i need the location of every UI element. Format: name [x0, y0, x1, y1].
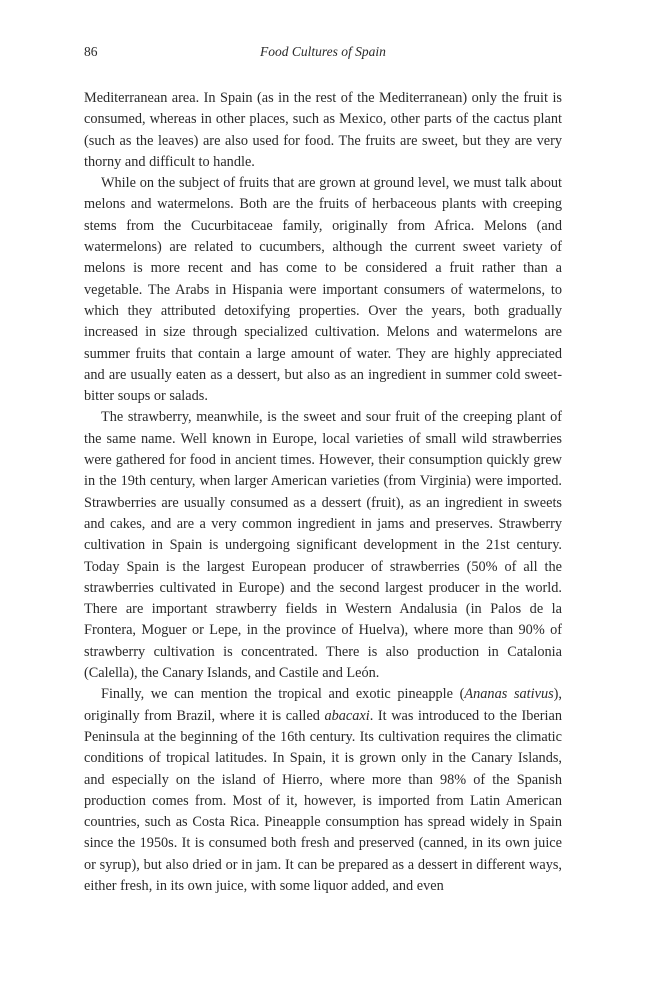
running-header — [84, 44, 562, 64]
scientific-name: Ananas sativus — [464, 686, 554, 703]
pineapple-text-part-2: ), originally from Brazil, where it is called — [84, 686, 563, 724]
local-name: abacaxi — [324, 707, 370, 724]
paragraph-cactus-fruit: Mediterranean area. In Spain (as in the rest of the Mediterranean) only the fruit is consumed, whereas in other places, such as Mexico, other parts of the cactus plant (such as the leaves) are also used for food. The fruits are sweet, but they are very thorny and difficult to handle. — [84, 90, 562, 170]
paragraph-pineapple — [84, 684, 562, 897]
pineapple-text-part-1: Finally, we can mention the tropical and exotic pineapple ( — [101, 686, 465, 703]
paragraph-melons: While on the subject of fruits that are grown at ground level, we must talk about melons and watermelons. Both are the fruits of herbaceous plants with creeping stems from the Cucurbitaceae family, originally from Africa. Melons (and watermelons) are related to cucumbers, although the current sweet variety of melons is more recent and has come to be considered a fruit rather than a vegetable. The Arabs in Hispania were important consumers of watermelons, to which they attributed detoxifying properties. Over the years, both gradually increased in size through specialized cultivation. Melons and watermelons are summer fruits that contain a large amount of water. They are highly appreciated and are usually eaten as a dessert, but also as an ingredient in summer cold sweet-bitter soups or salads. — [84, 175, 562, 405]
running-title: Food Cultures of Spain — [260, 44, 386, 59]
body-text — [84, 88, 562, 897]
paragraph-strawberries: The strawberry, meanwhile, is the sweet and sour fruit of the creeping plant of the same name. Well known in Europe, local varieties of small wild strawberries were gathered for food in ancient times. However, their consumption quickly grew in the 19th century, when larger American varieties (from Virginia) were imported. Strawberries are usually consumed as a dessert (fruit), as an ingredient in sweets and cakes, and are a very common ingredient in jams and preserves. Strawberry cultivation in Spain is undergoing significant development in the 21st century. Today Spain is the largest European producer of strawberries (50% of all the strawberries cultivated in Europe) and the second largest producer in the world. There are important strawberry fields in Western Andalusia (in Palos de la Frontera, Moguer or Lepe, in the province of Huelva), where more than 90% of strawberry cultivation is concentrated. There is also production in Catalonia (Calella), the Canary Islands, and Castile and León. — [84, 409, 562, 682]
page-number: 86 — [84, 44, 98, 59]
pineapple-text-part-3: . It was introduced to the Iberian Peninsula at the beginning of the 16th century. Its cultivation requires the climatic conditions of tropical latitudes. In Spain, it is grown only in the Canary Islands, and especially on the island of Hierro, where more than 98% of the Spanish production comes from. Most of it, however, is imported from Latin American countries, such as Costa Rica. Pineapple consumption has spread widely in Spain since the 1950s. It is consumed both fresh and preserved (canned, in its own juice or syrup), but also dried or in jam. It can be prepared as a dessert in different ways, either fresh, in its own juice, with some liquor added, and even — [84, 707, 562, 894]
